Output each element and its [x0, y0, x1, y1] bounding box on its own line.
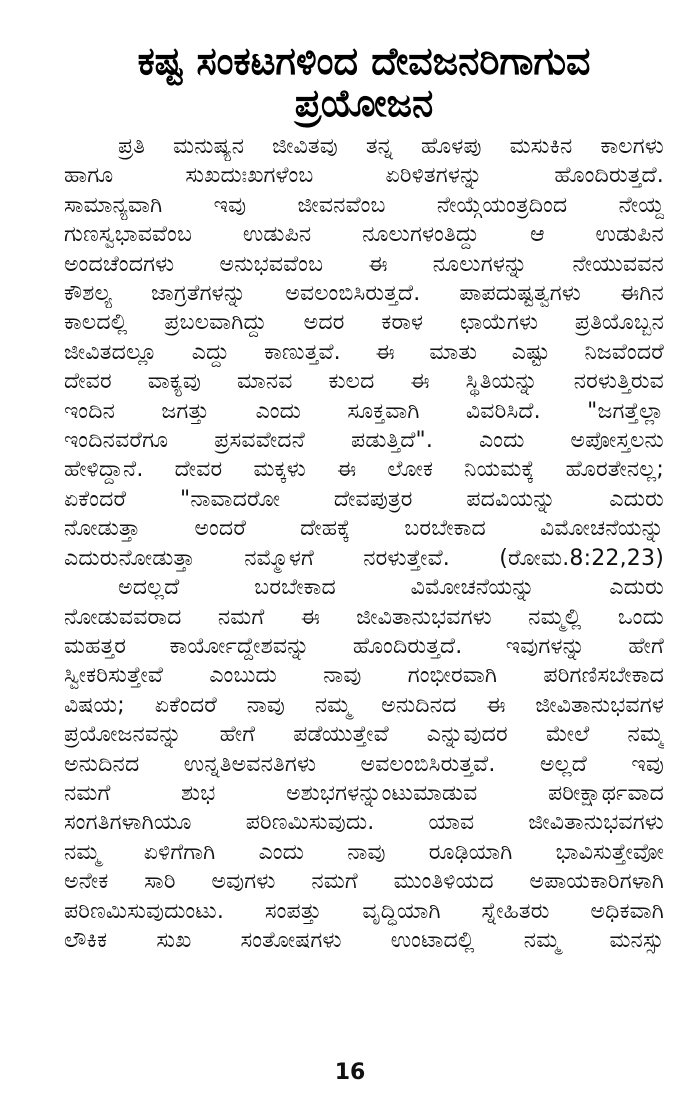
text-line: ಅನುದಿನದ ಉನ್ನತಿಅವನತಿಗಳು ಅವಲಂಬಿಸಿರುತ್ತವೆ. ಅಲ್ಲದೆ ಇವು: [64, 751, 664, 777]
title-line-2: ಪ್ರಯೋಜನ: [294, 81, 434, 125]
text-line: ನಮ್ಮ ಏಳಿಗೆಗಾಗಿ ಎಂದು ನಾವು ರೂಢಿಯಾಗಿ ಭಾವಿಸುತ್ತೇವೋ: [64, 839, 664, 865]
text-line: ಗುಣಸ್ವಭಾವವೆಂಬ ಉಡುಪಿನ ನೂಲುಗಳಂತಿದ್ದು ಆ ಉಡುಪಿನ: [64, 222, 664, 248]
body-text: [64, 132, 664, 955]
title-line-1: ಕಷ್ಟ ಸಂಕಟಗಳಿಂದ ದೇವಜನರಿಗಾಗುವ: [137, 39, 591, 83]
text-line: ಅದಲ್ಲದೆ ಬರಬೇಕಾದ ವಿಮೋಚನೆಯನ್ನು ಎದುರು: [118, 575, 664, 601]
text-line: ಹಾಗೂ ಸುಖದುಃಖಗಳೆಂಬ ಏರಿಳಿತಗಳನ್ನು ಹೊಂದಿರುತ್ತದೆ.: [64, 163, 664, 189]
text-line: ಪ್ರತಿ ಮನುಷ್ಯನ ಜೀವಿತವು ತನ್ನ ಹೊಳಪು ಮಸುಕಿನ ಕಾಲಗಳು: [118, 134, 664, 159]
text-line: ದೇವರ ವಾಕ್ಯವು ಮಾನವ ಕುಲದ ಈ ಸ್ಥಿತಿಯನ್ನು ನರಳುತ್ತಿರುವ: [64, 369, 664, 395]
text-line: ಪ್ರಯೋಜನವನ್ನು ಹೇಗೆ ಪಡೆಯುತ್ತೇವೆ ಎನ್ನುವುದರ ಮೇಲೆ ನಮ್ಮ: [64, 722, 664, 748]
text-line: ಅಂದಚೆಂದಗಳು ಅನುಭವವೆಂಬ ಈ ನೂಲುಗಳನ್ನು ನೇಯುವವನ: [64, 251, 664, 277]
page-number: 16: [334, 1060, 366, 1085]
text-line: ಏಕೆಂದರೆ "ನಾವಾದರೋ ದೇವಪುತ್ರರ ಪದವಿಯನ್ನು ಎದುರು: [64, 486, 664, 512]
text-line: ಸಂಗತಿಗಳಾಗಿಯೂ ಪರಿಣಮಿಸುವುದು. ಯಾವ ಜೀವಿತಾನುಭವಗಳು: [64, 810, 664, 836]
text-line: ನೋಡುತ್ತಾ ಅಂದರೆ ದೇಹಕ್ಕೆ ಬರಬೇಕಾದ ವಿಮೋಚನೆಯನ್ನು: [64, 516, 664, 542]
text-line: ಎದುರುನೋಡುತ್ತಾ ನಮ್ಮೊಳಗೆ ನರಳುತ್ತೇವೆ. (ರೋಮ.8:22,23): [64, 545, 664, 571]
text-line: ನಮಗೆ ಶುಭ ಅಶುಭಗಳನ್ನುಂಟುಮಾಡುವ ಪರೀಕ್ಷಾರ್ಥವಾದ: [64, 780, 664, 806]
text-line: ಇಂದಿನವರೆಗೂ ಪ್ರಸವವೇದನೆ ಪಡುತ್ತಿದೆ". ಎಂದು ಅಪೋಸ್ತಲನು: [64, 428, 664, 454]
page-title: [64, 40, 664, 124]
text-line: ಕಾಲದಲ್ಲಿ ಪ್ರಬಲವಾಗಿದ್ದು ಅದರ ಕರಾಳ ಛಾಯೆಗಳು ಪ್ರತಿಯೊಬ್ಬನ: [64, 310, 664, 336]
text-line: ಲೌಕಿಕ ಸುಖ ಸಂತೋಷಗಳು ಉಂಟಾದಲ್ಲಿ ನಮ್ಮ ಮನಸ್ಸು: [64, 927, 664, 953]
text-line: ವಿಷಯ; ಏಕೆಂದರೆ ನಾವು ನಮ್ಮ ಅನುದಿನದ ಈ ಜೀವಿತಾನುಭವಗಳ: [64, 692, 664, 718]
text-line: ಕೌಶಲ್ಯ ಜಾಗ್ರತೆಗಳನ್ನು ಅವಲಂಬಿಸಿರುತ್ತದೆ. ಪಾಪದುಷ್ಟತ್ವಗಳು ಈಗಿನ: [64, 281, 664, 307]
text-line: ಅನೇಕ ಸಾರಿ ಅವುಗಳು ನಮಗೆ ಮುಂತಿಳಿಯದ ಅಪಾಯಕಾರಿಗಳಾಗಿ: [64, 869, 664, 895]
text-line: ಹೇಳಿದ್ದಾನೆ. ದೇವರ ಮಕ್ಕಳು ಈ ಲೋಕ ನಿಯಮಕ್ಕೆ ಹೊರತೇನಲ್ಲ;: [64, 457, 664, 483]
text-line: ಸ್ವೀಕರಿಸುತ್ತೇವೆ ಎಂಬುದು ನಾವು ಗಂಭೀರವಾಗಿ ಪರಿಗಣಿಸಬೇಕಾದ: [64, 663, 664, 689]
text-line: ಪರಿಣಮಿಸುವುದುಂಟು. ಸಂಪತ್ತು ವೃದ್ಧಿಯಾಗಿ ಸ್ನೇಹಿತರು ಅಧಿಕವಾಗಿ: [64, 898, 664, 924]
text-line: ಮಹತ್ತರ ಕಾರ್ಯೋದ್ದೇಶವನ್ನು ಹೊಂದಿರುತ್ತದೆ. ಇವುಗಳನ್ನು ಹೇಗೆ: [64, 633, 664, 659]
text-line: ಇಂದಿನ ಜಗತ್ತು ಎಂದು ಸೂಕ್ತವಾಗಿ ವಿವರಿಸಿದೆ. "ಜಗತ್ತೆಲ್ಲಾ: [64, 398, 664, 424]
text-line: ಸಾಮಾನ್ಯವಾಗಿ ಇವು ಜೀವನವೆಂಬ ನೇಯ್ಗೆಯಂತ್ರದಿಂದ ನೇಯ್ದ: [64, 192, 664, 218]
text-line: ಜೀವಿತದಲ್ಲೂ ಎದ್ದು ಕಾಣುತ್ತವೆ. ಈ ಮಾತು ಎಷ್ಟು ನಿಜವೆಂದರೆ: [64, 339, 664, 365]
text-line: ನೋಡುವವರಾದ ನಮಗೆ ಈ ಜೀವಿತಾನುಭವಗಳು ನಮ್ಮಲ್ಲಿ ಒಂದು: [64, 604, 664, 630]
